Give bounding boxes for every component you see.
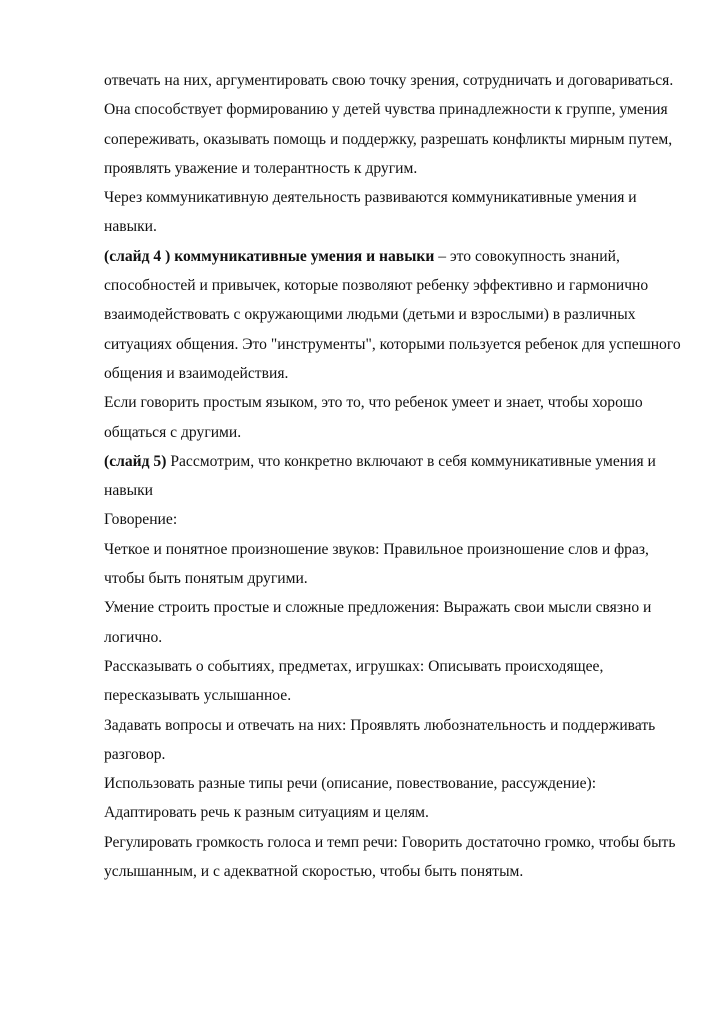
- paragraph: Умение строить простые и сложные предложения: Выражать свои мысли связно и логично.: [104, 599, 652, 646]
- slide-5-heading: (слайд 5): [104, 452, 167, 470]
- slide-4-heading: (слайд 4 ) коммуникативные умения и навыки: [104, 247, 435, 265]
- paragraph: Использовать разные типы речи (описание, повествование, рассуждение): Адаптировать речь к разным ситуациям и целям.: [104, 775, 597, 822]
- paragraph: отвечать на них, аргументировать свою точку зрения, сотрудничать и договариваться.: [104, 72, 674, 89]
- paragraph: Задавать вопросы и отвечать на них: Проявлять любознательность и поддерживать разговор.: [104, 716, 656, 763]
- paragraph-text: Рассмотрим, что конкретно включают в себя коммуникативные умения и навыки: [104, 452, 656, 500]
- section-label: Говорение:: [104, 511, 178, 529]
- paragraph: Четкое и понятное произношение звуков: Правильное произношение слов и фраз, чтобы быть понятым другими.: [104, 540, 649, 588]
- paragraph: Регулировать громкость голоса и темп речи: Говорить достаточно громко, чтобы быть услышанным, и с адекватной скоростью, чтобы быть понятым.: [104, 833, 676, 881]
- paragraph: Через коммуникативную деятельность развиваются коммуникативные умения и навыки.: [104, 189, 637, 236]
- paragraph: [104, 242, 684, 388]
- paragraph: Если говорить простым языком, это то, что ребенок умеет и знает, чтобы хорошо общаться с другими.: [104, 394, 643, 441]
- paragraph: Она способствует формированию у детей чувства принадлежности к группе, умения сопереживать, оказывать помощь и поддержку, разрешать конфликты мирным путем, проявлять уважение и толерантность к другим.: [104, 101, 673, 177]
- paragraph: [104, 447, 684, 506]
- paragraph: Рассказывать о событиях, предметах, игрушках: Описывать происходящее, пересказывать услышанное.: [104, 657, 604, 705]
- document-body: [104, 66, 684, 886]
- paragraph-text: – это совокупность знаний, способностей и привычек, которые позволяют ребенку эффективно и гармонично взаимодействовать с окружающими людьми (детьми и взрослыми) в различных ситуациях общения. Это "инструменты", которыми пользуется ребенок для успешного общения и взаимодействия.: [104, 247, 681, 382]
